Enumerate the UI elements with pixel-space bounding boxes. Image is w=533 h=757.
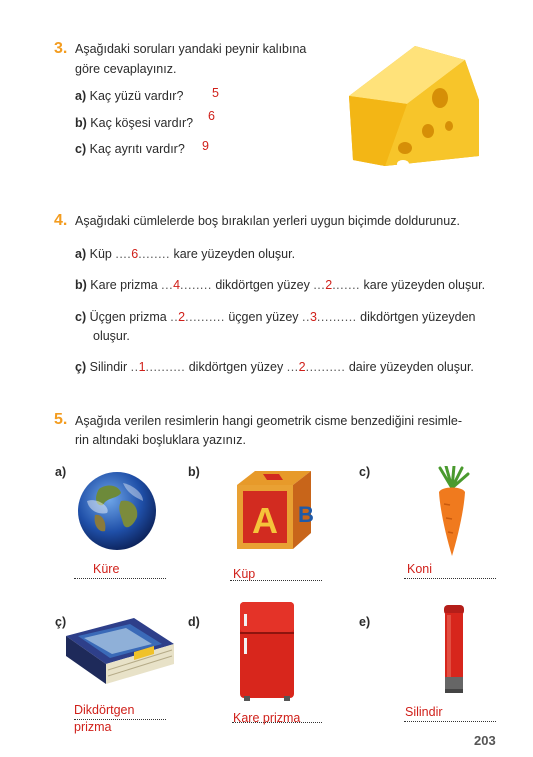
q3-item-c-label: c) [75, 142, 87, 156]
q4-item-b [75, 276, 485, 295]
q5-item-a-answer: Küre [93, 562, 120, 576]
question-3-text-line1: Aşağıdaki soruları yandaki peynir kalıbına [75, 42, 307, 56]
carrot-image [432, 466, 472, 558]
q4-item-c [75, 308, 476, 327]
q3-item-b-text: Kaç köşesi vardır? [90, 116, 194, 130]
q4-a-text2: kare yüzeyden oluşur. [173, 247, 296, 261]
q4-cc-dots3: ... [286, 360, 299, 374]
q4-cc-label: ç) [75, 360, 87, 374]
question-4-text: Aşağıdaki cümlelerde boş bırakılan yerleri uygun biçimde doldurunuz. [75, 214, 460, 228]
q3-item-c [75, 140, 185, 159]
q5-item-d-answer: Kare prizma [233, 711, 301, 725]
question-5-number: 5. [54, 411, 68, 428]
q4-c-text2: üçgen yüzey [228, 310, 299, 324]
q3-item-b-answer: 6 [208, 109, 215, 123]
cylinder-image [442, 603, 466, 695]
q3-item-a-label: a) [75, 89, 87, 103]
book-image [64, 614, 176, 686]
q3-item-a-answer: 5 [212, 86, 219, 100]
globe-image [77, 471, 157, 551]
q4-a-text1: Küp [89, 247, 112, 261]
q4-c-answer1: 2 [178, 310, 186, 324]
page-number: 203 [474, 733, 496, 748]
q5-item-c-label: c) [359, 465, 371, 479]
q5-item-a-answer-line [74, 564, 166, 579]
q4-cc-answer2: 2 [298, 360, 306, 374]
q4-b-dots1: ... [161, 278, 174, 292]
q4-c-answer2: 3 [309, 310, 317, 324]
q4-b-dots4: ....... [332, 278, 361, 292]
letter-block-letter: A [252, 500, 278, 541]
q3-item-b [75, 114, 193, 133]
q5-item-b-answer: Küp [233, 567, 256, 581]
q4-c-dots4: .......... [316, 310, 357, 324]
q4-cc-dots2: .......... [145, 360, 186, 374]
q4-cc-text2: dikdörtgen yüzey [188, 360, 284, 374]
q3-item-c-text: Kaç ayrıtı vardır? [89, 142, 185, 156]
q4-cc-dots1: .. [130, 360, 139, 374]
q4-a-dots1: .... [115, 247, 132, 261]
q4-cc-text1: Silindir [89, 360, 128, 374]
q4-item-a [75, 245, 295, 264]
fridge-image [236, 600, 298, 702]
q4-b-text3: kare yüzeyden oluşur. [363, 278, 486, 292]
q5-item-cc-answer-line2: prizma [74, 720, 112, 734]
q4-a-answer1: 6 [131, 247, 139, 261]
q4-b-dots2: ........ [180, 278, 212, 292]
q4-c-label: c) [75, 310, 87, 324]
q5-item-cc-answer-line1: Dikdörtgen [74, 703, 135, 717]
q4-cc-dots4: .......... [305, 360, 346, 374]
q5-item-cc-label: ç) [55, 615, 67, 629]
q4-c-text4: oluşur. [93, 329, 130, 343]
q5-item-e-label: e) [359, 615, 371, 629]
q4-b-answer2: 2 [325, 278, 333, 292]
svg-text:B: B [298, 502, 314, 527]
q4-a-dots2: ........ [138, 247, 170, 261]
q4-b-label: b) [75, 278, 87, 292]
q4-c-dots3: .. [302, 310, 310, 324]
q4-item-cc [75, 358, 474, 377]
q4-c-dots2: .......... [185, 310, 225, 324]
q5-item-c-answer: Koni [407, 562, 433, 576]
letter-block-image [233, 467, 315, 552]
q4-b-text1: Kare prizma [90, 278, 158, 292]
question-3-text-line2: göre cevaplayınız. [75, 62, 177, 76]
q3-item-a-text: Kaç yüzü vardır? [89, 89, 184, 103]
cheese-image [345, 38, 483, 170]
q4-cc-text3: daire yüzeyden oluşur. [348, 360, 474, 374]
q5-item-a-label: a) [55, 465, 67, 479]
question-5-text-line1: Aşağıda verilen resimlerin hangi geometrik cisme benzediğini resimle- [75, 414, 462, 428]
q4-c-text1: Üçgen prizma [89, 310, 167, 324]
q5-item-d-label: d) [188, 615, 200, 629]
q4-c-text3: dikdörtgen yüzeyden [360, 310, 476, 324]
q3-item-b-label: b) [75, 116, 87, 130]
q4-b-dots3: ... [313, 278, 326, 292]
q3-item-c-answer: 9 [202, 139, 209, 153]
question-5-text-line2: rin altındaki boşluklara yazınız. [75, 433, 246, 447]
q5-item-e-answer: Silindir [405, 705, 443, 719]
question-4-number: 4. [54, 212, 68, 229]
q5-item-b-label: b) [188, 465, 200, 479]
question-3-number: 3. [54, 40, 68, 57]
q3-item-a [75, 87, 183, 106]
q4-a-label: a) [75, 247, 87, 261]
q4-b-text2: dikdörtgen yüzey [215, 278, 310, 292]
q4-c-dots1: .. [170, 310, 179, 324]
q4-b-answer1: 4 [173, 278, 181, 292]
q4-cc-answer1: 1 [138, 360, 146, 374]
